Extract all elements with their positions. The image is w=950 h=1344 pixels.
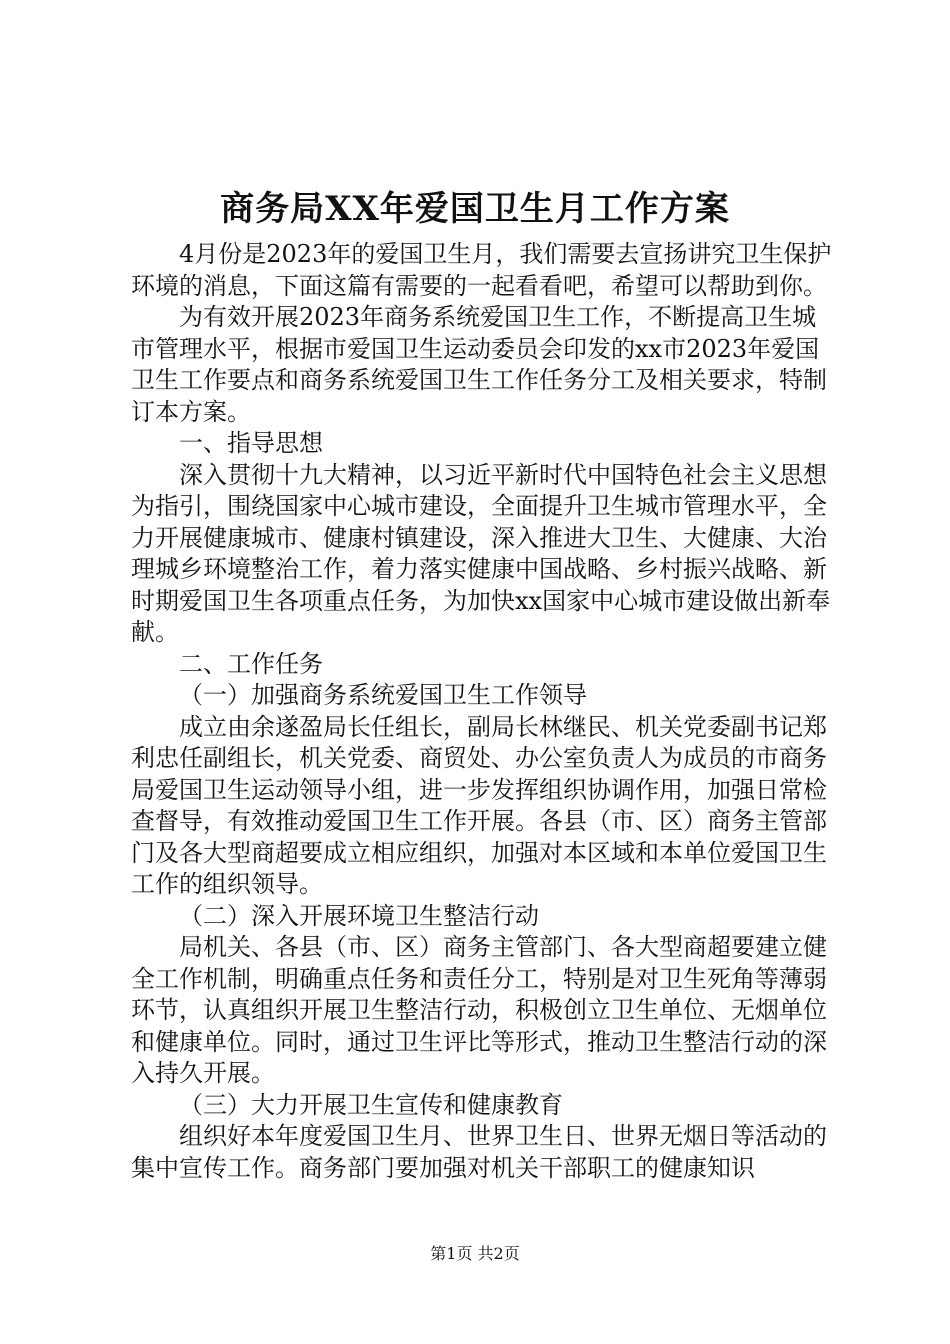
document-title: 商务局XX年爱国卫生月工作方案: [220, 189, 730, 229]
section-heading-work-tasks: 二、工作任务: [179, 649, 323, 678]
subsection-heading-health-education: （三）大力开展卫生宣传和健康教育: [179, 1090, 563, 1119]
health-education-paragraph: 组织好本年度爱国卫生月、世界卫生日、世界无烟日等活动的集中宣传工作。商务部门要加强对机关干部职工的健康知识: [131, 1122, 827, 1182]
document-body: [131, 239, 837, 1184]
cleanup-paragraph: 局机关、各县（市、区）商务主管部门、各大型商超要建立健全工作机制，明确重点任务和责任分工，特别是对卫生死角等薄弱环节，认真组织开展卫生整洁行动，积极创立卫生单位、无烟单位和健康单位。同时，通过卫生评比等形式，推动卫生整洁行动的深入持久开展。: [131, 933, 827, 1087]
intro-paragraph: 4月份是2023年的爱国卫生月，我们需要去宣扬讲究卫生保护环境的消息，下面这篇有需要的一起看看吧，希望可以帮助到你。: [131, 240, 832, 300]
subsection-heading-leadership: （一）加强商务系统爱国卫生工作领导: [179, 681, 587, 709]
preface-paragraph: 为有效开展2023年商务系统爱国卫生工作，不断提高卫生城市管理水平，根据市爱国卫生运动委员会印发的xx市2023年爱国卫生工作要点和商务系统爱国卫生工作任务分工及相关要求，特制订本方案。: [131, 303, 827, 426]
section-heading-guiding-thought: 一、指导思想: [179, 429, 323, 457]
leadership-paragraph: 成立由余遂盈局长任组长，副局长林继民、机关党委副书记郑利忠任副组长，机关党委、商贸处、办公室负责人为成员的市商务局爱国卫生运动领导小组，进一步发挥组织协调作用，加强日常检查督导，有效推动爱国卫生工作开展。各县（市、区）商务主管部门及各大型商超要成立相应组织，加强对本区域和本单位爱国卫生工作的组织领导。: [131, 712, 827, 898]
guiding-thought-paragraph: 深入贯彻十九大精神，以习近平新时代中国特色社会主义思想为指引，围绕国家中心城市建设，全面提升卫生城市管理水平，全力开展健康城市、健康村镇建设，深入推进大卫生、大健康、大治理城乡环境整治工作，着力落实健康中国战略、乡村振兴战略、新时期爱国卫生各项重点任务，为加快xx国家中心城市建设做出新奉献。: [131, 460, 831, 646]
subsection-heading-cleanup: （二）深入开展环境卫生整洁行动: [179, 901, 539, 930]
page-number-footer: 第1页 共2页: [430, 1244, 520, 1263]
